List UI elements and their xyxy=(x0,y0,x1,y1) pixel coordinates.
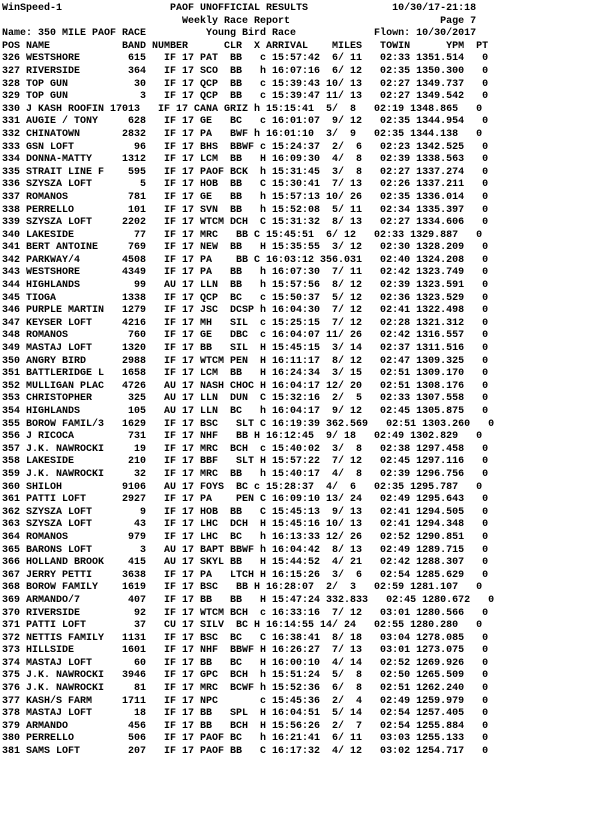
result-row: 342 PARKWAY/4 4508 IF 17 PA BB C 16:03:12 356.031 02:40 1324.208 0 xyxy=(2,254,489,266)
result-row: 348 ROMANOS 760 IF 17 GE DBC c 16:04:07 11/ 26 02:42 1316.557 0 xyxy=(2,330,489,342)
result-row: 344 HIGHLANDS 99 AU 17 LLN BB h 15:57:56 8/ 12 02:39 1323.591 0 xyxy=(2,280,489,292)
result-row: 359 J.K. NAWROCKI 32 IF 17 MRC BB h 15:40:17 4/ 8 02:39 1296.756 0 xyxy=(2,468,489,480)
result-row: 370 RIVERSIDE 92 IF 17 WTCM BCH c 16:33:16 7/ 12 03:01 1280.566 0 xyxy=(2,607,489,619)
result-row: 358 LAKESIDE 210 IF 17 BBF SLT H 15:57:22 7/ 12 02:45 1297.116 0 xyxy=(2,456,489,468)
results-table xyxy=(0,53,599,758)
result-row: 338 PERRELLO 101 IF 17 SVN BB h 15:52:08 5/ 11 02:34 1335.397 0 xyxy=(2,204,489,216)
result-row: 366 HOLLAND BROOK 415 AU 17 SKYL BB H 15:44:52 4/ 21 02:42 1288.307 0 xyxy=(2,557,489,569)
result-row: 340 LAKESIDE 77 IF 17 MRC BB C 15:45:51 6/ 12 02:33 1329.887 0 xyxy=(2,229,483,241)
result-row: 374 MASTAJ LOFT 60 IF 17 BB BC H 16:00:10 4/ 14 02:52 1269.926 0 xyxy=(2,657,489,669)
result-row: 362 SZYSZA LOFT 9 IF 17 HOB BB C 15:45:13 9/ 13 02:41 1294.505 0 xyxy=(2,506,489,518)
result-row: 371 PATTI LOFT 37 CU 17 SILV BC H 16:14:55 14/ 24 02:55 1280.280 0 xyxy=(2,620,483,632)
result-row: 351 BATTLERIDGE L 1658 IF 17 LCM BB H 16:24:34 3/ 15 02:51 1309.170 0 xyxy=(2,368,489,380)
column-header-line: POS NAME BAND NUMBER CLR X ARRIVAL MILES TOWIN YPM PT xyxy=(2,40,489,52)
result-row: 377 KASH/S FARM 1711 IF 17 NPC c 15:45:36 2/ 4 02:49 1259.979 0 xyxy=(2,695,489,707)
result-row: 331 AUGIE / TONY 628 IF 17 GE BC c 16:01:07 9/ 12 02:35 1344.954 0 xyxy=(2,116,489,128)
result-row: 354 HIGHLANDS 105 AU 17 LLN BC h 16:04:17 9/ 12 02:45 1305.875 0 xyxy=(2,406,489,417)
result-row: 337 ROMANOS 781 IF 17 GE BB h 15:57:13 10/ 26 02:35 1336.014 0 xyxy=(2,191,489,203)
result-row: 375 J.K. NAWROCKI 3946 IF 17 GPC BCH h 15:51:24 5/ 8 02:50 1265.509 0 xyxy=(2,670,489,682)
program-title-line: WinSpeed-1 PAOF UNOFFICIAL RESULTS 10/30/17-21:18 xyxy=(2,3,477,14)
result-row: 369 ARMANDO/7 407 IF 17 BB BB H 15:47:24 332.833 02:45 1280.672 0 xyxy=(2,594,495,606)
result-row: 365 BARONS LOFT 3 AU 17 BAPT BBWF h 16:04:42 8/ 13 02:49 1289.715 0 xyxy=(2,544,489,556)
result-row: 353 CHRISTOPHER 325 AU 17 LLN DUN C 15:32:16 2/ 5 02:33 1307.558 0 xyxy=(2,393,489,405)
race-info-line: Name: 350 MILE PAOF RACE Young Bird Race Flown: 10/30/2017 xyxy=(2,28,477,40)
result-row: 367 JERRY PETTI 3638 IF 17 PA LTCH H 16:15:26 3/ 6 02:54 1285.629 0 xyxy=(2,569,489,581)
result-row: 330 J KASH ROOFIN 17013 IF 17 CANA GRIZ h 15:15:41 5/ 8 02:19 1348.865 0 xyxy=(2,103,483,115)
result-row: 339 SZYSZA LOFT 2202 IF 17 WTCM DCH C 15:31:32 8/ 13 02:27 1334.606 0 xyxy=(2,217,489,229)
result-row: 326 WESTSHORE 615 IF 17 PAT BB c 15:57:42 6/ 11 02:33 1351.514 0 xyxy=(2,53,489,65)
result-row: 332 CHINATOWN 2832 IF 17 PA BWF h 16:01:10 3/ 9 02:35 1344.138 0 xyxy=(2,128,483,140)
result-row: 343 WESTSHORE 4349 IF 17 PA BB h 16:07:30 7/ 11 02:42 1323.749 0 xyxy=(2,267,489,279)
result-row: 368 BOROW FAMILY 1619 IF 17 BSC BB H 16:28:07 2/ 3 02:59 1281.107 0 xyxy=(2,582,483,594)
result-row: 328 TOP GUN 30 IF 17 QCP BB c 15:39:43 10/ 13 02:27 1349.737 0 xyxy=(2,78,489,90)
result-row: 333 GSN LOFT 96 IF 17 BHS BBWF c 15:24:37 2/ 6 02:23 1342.525 0 xyxy=(2,141,489,153)
result-row: 356 J RICOCA 731 IF 17 NHF BB H 16:12:45 9/ 18 02:49 1302.829 0 xyxy=(2,431,483,443)
result-row: 347 KEYSER LOFT 4216 IF 17 MH SIL c 15:25:15 7/ 12 02:28 1321.312 0 xyxy=(2,317,489,329)
result-row: 372 NETTIS FAMILY 1131 IF 17 BSC BC C 16:38:41 8/ 18 03:04 1278.085 0 xyxy=(2,632,489,644)
result-row: 380 PERRELLO 506 IF 17 PAOF BC h 16:21:41 6/ 11 03:03 1255.133 0 xyxy=(2,733,489,745)
result-row: 364 ROMANOS 979 IF 17 LHC BC h 16:13:33 12/ 26 02:52 1290.851 0 xyxy=(2,531,489,543)
result-row: 357 J.K. NAWROCKI 19 IF 17 MRC BCH c 15:40:02 3/ 8 02:38 1297.458 0 xyxy=(2,443,489,455)
result-row: 334 DONNA-MATTY 1312 IF 17 LCM BB H 16:09:30 4/ 8 02:39 1338.563 0 xyxy=(2,154,489,166)
result-row: 363 SZYSZA LOFT 43 IF 17 LHC DCH H 15:45:16 10/ 13 02:41 1294.348 0 xyxy=(2,519,489,531)
result-row: 381 SAMS LOFT 207 IF 17 PAOF BB C 16:17:32 4/ 12 03:02 1254.717 0 xyxy=(2,746,489,758)
result-row: 327 RIVERSIDE 364 IF 17 SCO BB h 16:07:16 6/ 12 02:35 1350.300 0 xyxy=(2,65,489,77)
result-row: 336 SZYSZA LOFT 5 IF 17 HOB BB C 15:30:41 7/ 13 02:26 1337.211 0 xyxy=(2,179,489,191)
result-row: 350 ANGRY BIRD 2988 IF 17 WTCM PEN H 16:11:17 8/ 12 02:47 1309.325 0 xyxy=(2,355,489,367)
result-row: 341 BERT ANTOINE 769 IF 17 NEW BB H 15:35:55 3/ 12 02:30 1328.209 0 xyxy=(2,242,489,254)
result-row: 349 MASTAJ LOFT 1320 IF 17 BB SIL H 15:45:15 3/ 14 02:37 1311.516 0 xyxy=(2,343,489,355)
result-row: 373 HILLSIDE 1601 IF 17 NHF BBWF H 16:26:27 7/ 13 03:01 1273.075 0 xyxy=(2,645,489,657)
report-header xyxy=(0,3,599,53)
report-title-line: Weekly Race Report Page 7 xyxy=(2,15,477,27)
result-row: 355 BOROW FAMIL/3 1629 IF 17 BSC SLT C 16:19:39 362.569 02:51 1303.260 0 xyxy=(2,418,495,430)
result-row: 335 STRAIT LINE F 595 IF 17 PAOF BCK h 15:31:45 3/ 8 02:27 1337.274 0 xyxy=(2,166,489,178)
result-row: 376 J.K. NAWROCKI 81 IF 17 MRC BCWF h 15:52:36 6/ 8 02:51 1262.240 0 xyxy=(2,683,489,695)
result-row: 345 TIOGA 1338 IF 17 QCP BC c 15:50:37 5/ 12 02:36 1323.529 0 xyxy=(2,292,489,304)
result-row: 329 TOP GUN 3 IF 17 QCP BB c 15:39:47 11/ 13 02:27 1349.542 0 xyxy=(2,91,489,103)
result-row: 378 MASTAJ LOFT 18 IF 17 BB SPL H 16:04:51 5/ 14 02:54 1257.405 0 xyxy=(2,708,489,720)
result-row: 379 ARMANDO 456 IF 17 BB BCH H 15:56:26 2/ 7 02:54 1255.884 0 xyxy=(2,720,489,732)
result-row: 346 PURPLE MARTIN 1279 IF 17 JSC DCSP h 16:04:30 7/ 12 02:41 1322.498 0 xyxy=(2,305,489,317)
result-row: 352 MULLIGAN PLAC 4726 AU 17 NASH CHOC H 16:04:17 12/ 20 02:51 1308.176 0 xyxy=(2,380,489,392)
result-row: 360 SHILOH 9106 AU 17 FOYS BC c 15:28:37 4/ 6 02:35 1295.787 0 xyxy=(2,481,483,493)
result-row: 361 PATTI LOFT 2927 IF 17 PA PEN C 16:09:10 13/ 24 02:49 1295.643 0 xyxy=(2,494,489,506)
